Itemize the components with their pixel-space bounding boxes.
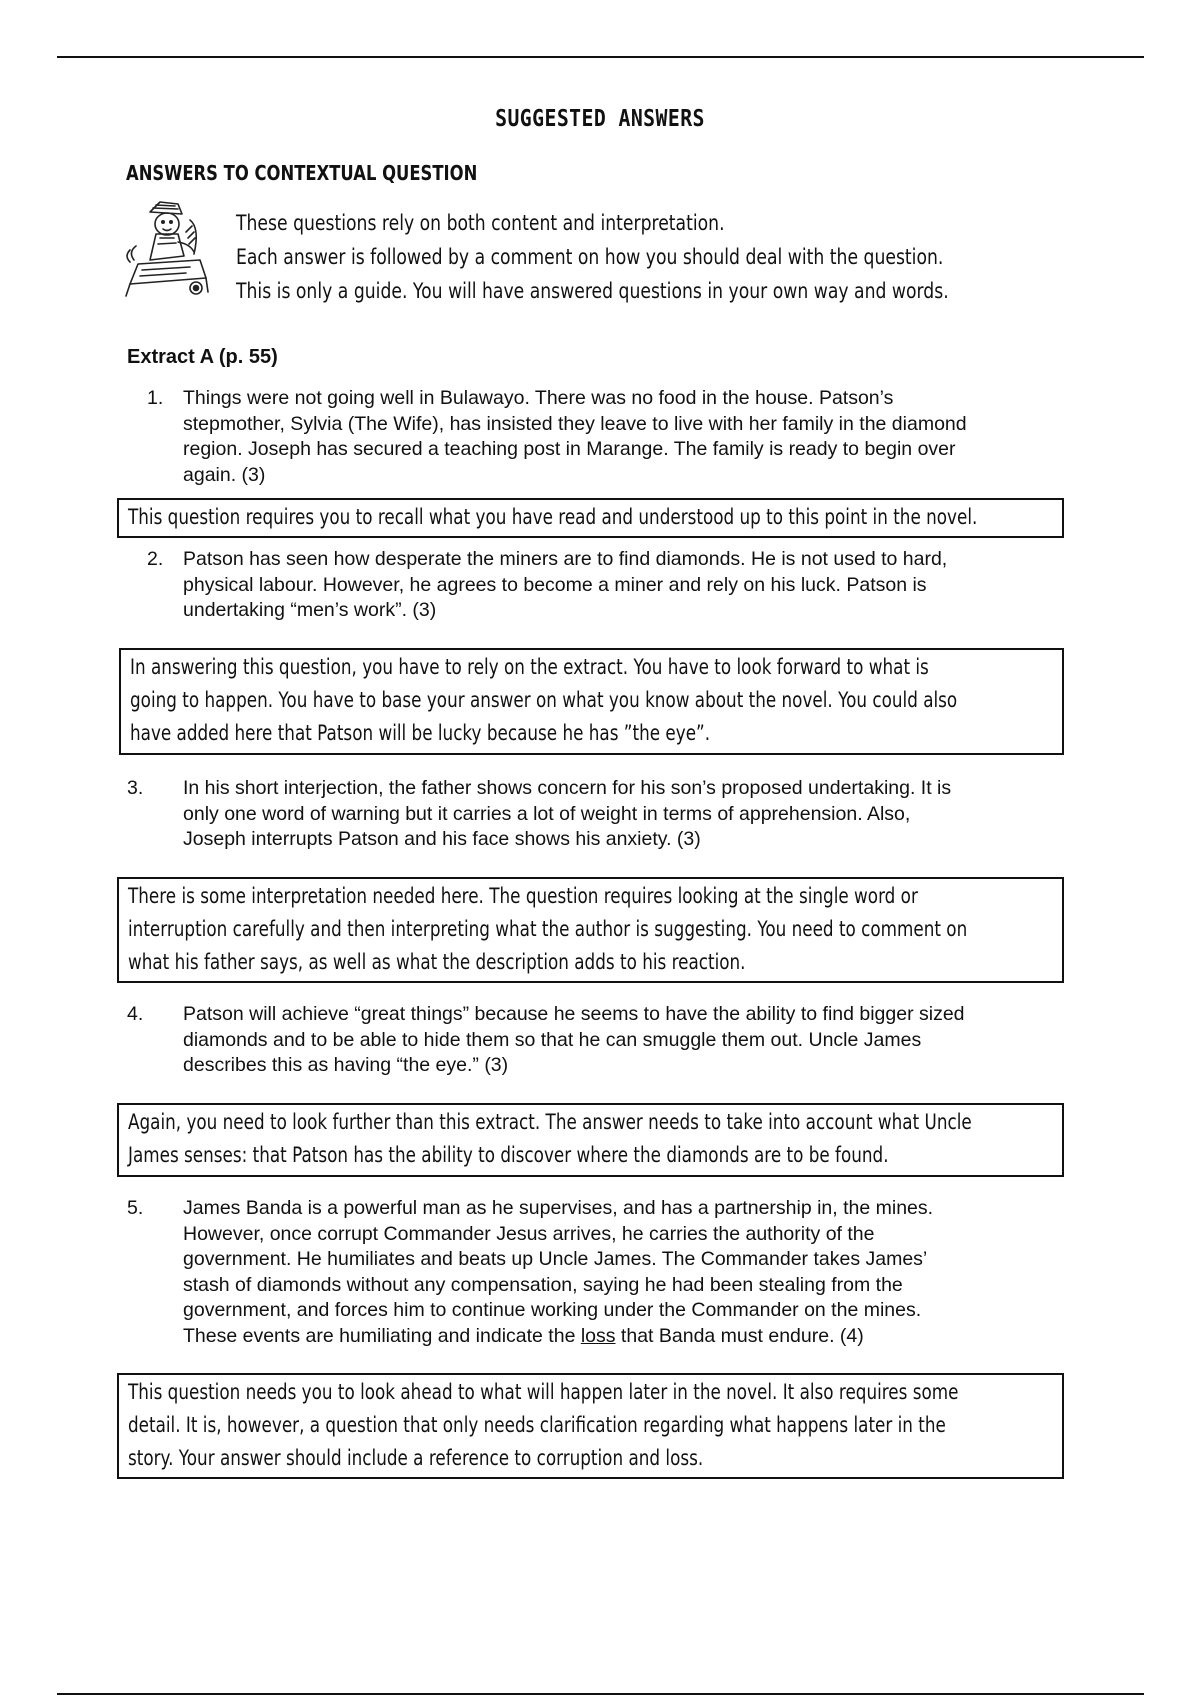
answer-number: 4. — [127, 1003, 144, 1025]
answer-line-last — [183, 1324, 1083, 1350]
intro-line: Each answer is followed by a comment on how you should deal with the question. — [236, 245, 944, 269]
comment-box-1 — [117, 498, 1064, 538]
intro-line: These questions rely on both content and interpretation. — [236, 211, 725, 235]
comment-line: In answering this question, you have to rely on the extract. You have to look forward to what is — [130, 655, 929, 679]
comment-line: story. Your answer should include a reference to corruption and loss. — [128, 1446, 704, 1470]
comment-box-3 — [117, 877, 1064, 983]
answer-text — [183, 1196, 1083, 1349]
answer-line-text: These events are humiliating and indicate the — [183, 1324, 581, 1347]
comment-line: This question requires you to recall what you have read and understood up to this point in the novel. — [128, 505, 978, 529]
answer-line: physical labour. However, he agrees to become a miner and rely on his luck. Patson is — [183, 573, 927, 596]
comment-line: This question needs you to look ahead to what will happen later in the novel. It also requires some — [128, 1380, 959, 1404]
answer-line: government, and forces him to continue working under the Commander on the mines. — [183, 1299, 922, 1321]
top-rule — [57, 56, 1144, 58]
underlined-word: loss — [580, 1324, 616, 1347]
answer-line: only one word of warning but it carries a lot of weight in terms of apprehension. Also, — [183, 802, 911, 825]
answer-line: In his short interjection, the father shows concern for his son’s proposed undertaking. It is — [183, 777, 952, 799]
comment-line: what his father says, as well as what the description adds to his reaction. — [128, 950, 746, 974]
answer-line: However, once corrupt Commander Jesus arrives, he carries the authority of the — [183, 1222, 875, 1245]
answer-number: 1. — [147, 387, 164, 409]
answer-text — [183, 547, 1083, 624]
comment-line: interruption carefully and then interpreting what the author is suggesting. You need to comment on — [128, 917, 968, 941]
page-title: SUGGESTED ANSWERS — [495, 106, 705, 132]
comment-line: Again, you need to look further than this extract. The answer needs to take into account what Uncle — [128, 1110, 972, 1134]
answer-line: undertaking “men’s work”. (3) — [183, 599, 437, 621]
bottom-rule — [57, 1693, 1144, 1695]
answer-line: Patson has seen how desperate the miners are to find diamonds. He is not used to hard, — [183, 548, 948, 570]
answer-line: Patson will achieve “great things” because he seems to have the ability to find bigger sized — [183, 1003, 965, 1025]
comment-box-4 — [117, 1103, 1064, 1177]
comment-line: detail. It is, however, a question that only needs clarification regarding what happens later in the — [128, 1413, 946, 1437]
answer-number: 5. — [127, 1197, 144, 1219]
answer-text — [183, 386, 1083, 488]
comment-line: going to happen. You have to base your answer on what you know about the novel. You could also — [130, 688, 958, 712]
answer-text — [183, 1002, 1083, 1079]
answer-line: James Banda is a powerful man as he supervises, and has a partnership in, the mines. — [183, 1197, 934, 1219]
answer-line: stepmother, Sylvia (The Wife), has insisted they leave to live with her family in the diamond — [183, 412, 967, 435]
comment-line: James senses: that Patson has the ability to discover where the diamonds are to be found. — [128, 1143, 889, 1167]
intro-text — [236, 206, 949, 308]
comment-line: have added here that Patson will be lucky because he has ”the eye”. — [130, 721, 711, 745]
answer-number: 2. — [147, 548, 164, 570]
answer-number: 3. — [127, 777, 144, 799]
answer-line: Things were not going well in Bulawayo. There was no food in the house. Patson’s — [183, 387, 894, 409]
answer-line: region. Joseph has secured a teaching post in Marange. The family is ready to begin over — [183, 438, 956, 460]
extract-heading: Extract A (p. 55) — [127, 346, 278, 368]
answer-line-text: that Banda must endure. (4) — [615, 1324, 864, 1347]
comment-line: There is some interpretation needed here. The question requires looking at the single word or — [128, 884, 918, 908]
comment-box-5 — [117, 1373, 1064, 1479]
answer-line: Joseph interrupts Patson and his face shows his anxiety. (3) — [183, 828, 701, 850]
intro-line: This is only a guide. You will have answered questions in your own way and words. — [236, 279, 949, 303]
answer-line: describes this as having “the eye.” (3) — [183, 1054, 509, 1076]
answer-text — [183, 776, 1083, 853]
answer-line: diamonds and to be able to hide them so that he can smuggle them out. Uncle James — [183, 1028, 922, 1051]
answer-line: government. He humiliates and beats up Uncle James. The Commander takes James’ — [183, 1248, 928, 1270]
section-heading: ANSWERS TO CONTEXTUAL QUESTION — [126, 161, 478, 185]
answer-line: again. (3) — [183, 463, 266, 486]
comment-box-2 — [119, 648, 1064, 755]
answer-line: stash of diamonds without any compensation, saying he had been stealing from the — [183, 1273, 903, 1296]
writer-illustration-icon — [120, 198, 220, 306]
